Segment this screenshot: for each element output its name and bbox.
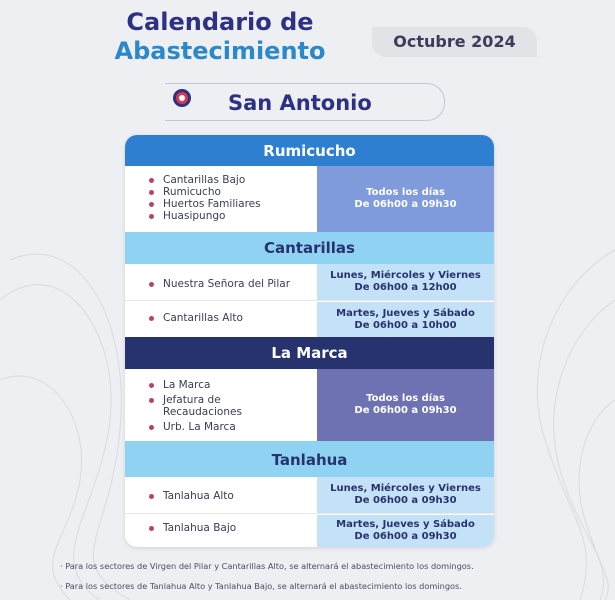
list-item: Rumicucho	[149, 186, 261, 198]
row-divider	[125, 300, 494, 301]
row-divider	[125, 513, 494, 514]
section-header-la-marca: La Marca	[125, 337, 494, 369]
section-header-tanlahua: Tanlahua	[125, 441, 494, 477]
schedule-cell-tanlahua-1	[317, 477, 494, 513]
list-item: Cantarillas Alto	[149, 312, 243, 324]
schedule-cell-cantarillas-2	[317, 302, 494, 337]
location-target-icon	[173, 89, 191, 107]
item-list-tanlahua-1	[149, 490, 234, 502]
title-line-1: Calendario de	[126, 8, 314, 36]
schedule-cell-rumicucho	[317, 166, 494, 232]
footnote-2: · Para los sectores de Tanlahua Alto y Tanlahua Bajo, se alternará el abastecimiento los domingos.	[60, 581, 462, 591]
section-header-cantarillas: Cantarillas	[125, 232, 494, 264]
list-item: Cantarillas Bajo	[149, 174, 261, 186]
schedule-days: Martes, Jueves y Sábado	[336, 307, 475, 319]
schedule-days: Martes, Jueves y Sábado	[336, 519, 475, 530]
schedule-cell-tanlahua-2	[317, 515, 494, 547]
list-item: Nuestra Señora del Pilar	[149, 278, 290, 290]
list-item: Tanlahua Alto	[149, 490, 234, 502]
list-item: Tanlahua Bajo	[149, 522, 236, 534]
item-list-la-marca	[149, 379, 259, 433]
item-list-rumicucho	[149, 174, 261, 222]
schedule-hours: De 06h00 a 09h30	[354, 405, 457, 416]
schedule-days: Todos los días	[366, 393, 445, 404]
item-list-cantarillas-2	[149, 312, 243, 324]
item-list-cantarillas-1	[149, 278, 290, 290]
schedule-hours: De 06h00 a 09h30	[354, 531, 457, 542]
schedule-card	[125, 135, 494, 547]
page-title	[70, 8, 370, 66]
schedule-days: Lunes, Miércoles y Viernes	[330, 270, 481, 281]
schedule-hours: De 06h00 a 10h00	[354, 319, 457, 331]
schedule-hours: De 06h00 a 09h30	[354, 199, 457, 210]
schedule-hours: De 06h00 a 09h30	[354, 495, 457, 506]
list-item: Urb. La Marca	[149, 421, 259, 433]
list-item: La Marca	[149, 379, 259, 391]
month-badge: Octubre 2024	[372, 27, 537, 57]
location-name: San Antonio	[228, 91, 372, 115]
list-item: Huertos Familiares	[149, 198, 261, 210]
item-list-tanlahua-2	[149, 522, 236, 534]
list-item: Huasipungo	[149, 210, 261, 222]
schedule-days: Todos los días	[366, 187, 445, 198]
title-line-2: Abastecimiento	[114, 37, 326, 65]
footnote-1: · Para los sectores de Virgen del Pilar y Cantarillas Alto, se alternará el abastecimiento los domingos.	[60, 561, 474, 571]
schedule-cell-cantarillas-1	[317, 264, 494, 300]
schedule-cell-la-marca	[317, 369, 494, 441]
list-item: Jefatura de Recaudaciones	[149, 394, 259, 418]
section-header-rumicucho: Rumicucho	[125, 135, 494, 166]
schedule-hours: De 06h00 a 12h00	[354, 282, 457, 293]
schedule-days: Lunes, Miércoles y Viernes	[330, 483, 481, 494]
